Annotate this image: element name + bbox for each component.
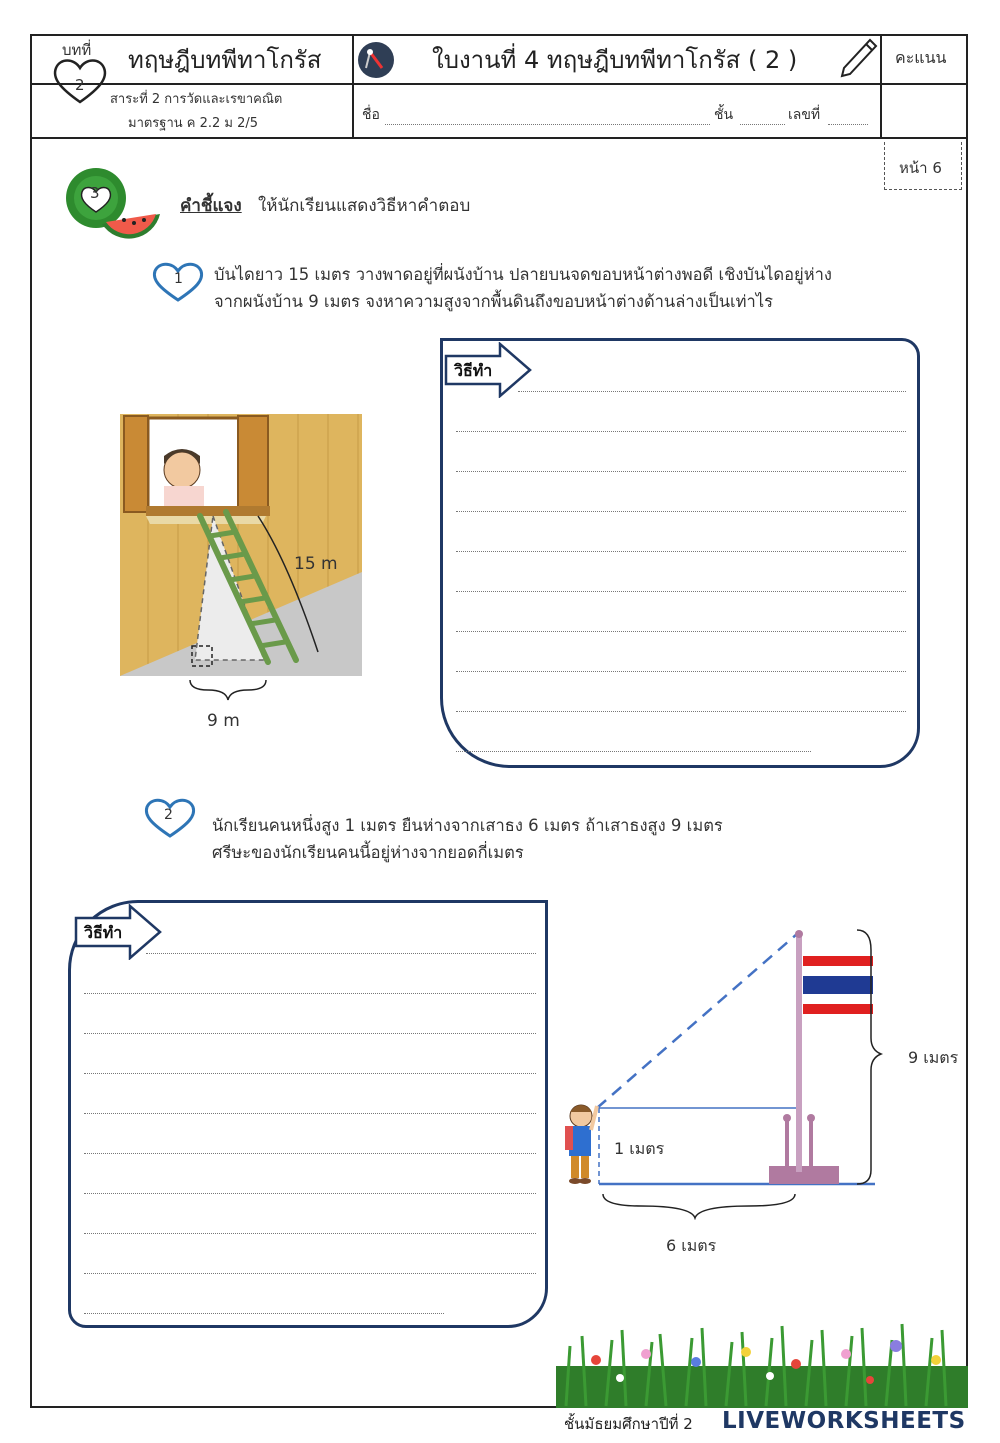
base-distance-label: 9 m	[207, 711, 240, 731]
question-1-answer-line-9[interactable]	[456, 689, 906, 712]
name-field[interactable]	[385, 102, 710, 125]
question-2-answer-line-3[interactable]	[84, 1011, 536, 1034]
liveworksheets-brand: LIVEWORKSHEETS	[722, 1408, 966, 1434]
ladder-figure	[118, 412, 368, 742]
standard-text: มาตรฐาน ค 2.2 ม 2/5	[128, 116, 259, 131]
flagpole-figure	[545, 920, 885, 1220]
section-number: 3	[90, 184, 100, 202]
footer-text: ชั้นมัธยมศึกษาปีที่ 2	[564, 1415, 693, 1433]
question-2-answer-line-8[interactable]	[84, 1211, 536, 1234]
question-1-answer-line-7[interactable]	[456, 609, 906, 632]
strand-text: สาระที่ 2 การวัดและเรขาคณิต	[110, 92, 283, 107]
question-2-line2: ศรีษะของนักเรียนคนนี้อยู่ห่างจากยอดกี่เมตร	[212, 843, 524, 862]
question-1-answer-line-8[interactable]	[456, 649, 906, 672]
number-label: เลขที่	[788, 107, 821, 123]
question-2-answer-line-4[interactable]	[84, 1051, 536, 1074]
score-field[interactable]	[890, 98, 960, 120]
question-2-answer-line-10[interactable]	[84, 1291, 444, 1314]
pencil-icon	[838, 36, 880, 80]
lesson-label: บทที่	[62, 41, 92, 59]
worksheet-title: ใบงานที่ 4 ทฤษฎีบทพีทาโกรัส ( 2 )	[432, 46, 798, 74]
question-1-method-label: วิธีทำ	[454, 361, 493, 380]
question-1-answer-line-3[interactable]	[456, 449, 906, 472]
question-1-answer-line-10[interactable]	[456, 729, 811, 752]
compass-icon	[356, 40, 396, 80]
question-2-number: 2	[164, 807, 173, 823]
ladder-length-label: 15 m	[294, 554, 338, 574]
question-1-answer-line-2[interactable]	[456, 409, 906, 432]
header-col-divider-1	[352, 34, 354, 137]
question-2-line1: นักเรียนคนหนึ่งสูง 1 เมตร ยืนห่างจากเสาธง 6 เมตร ถ้าเสาธงสูง 9 เมตร	[212, 816, 723, 835]
student-figure	[565, 1105, 597, 1184]
question-1-line2: จากผนังบ้าน 9 เมตร จงหาความสูงจากพื้นดินถึงขอบหน้าต่างด้านล่างเป็นเท่าไร	[214, 292, 773, 311]
class-label: ชั้น	[714, 107, 734, 123]
question-1-line1: บันไดยาว 15 เมตร วางพาดอยู่ที่ผนังบ้าน ปลายบนจดขอบหน้าต่างพอดี เชิงบันไดอยู่ห่าง	[214, 265, 832, 284]
question-2-answer-line-7[interactable]	[84, 1171, 536, 1194]
instruction-text: ให้นักเรียนแสดงวิธีหาคำตอบ	[258, 196, 471, 216]
question-2-answer-line-5[interactable]	[84, 1091, 536, 1114]
question-1-answer-line-6[interactable]	[456, 569, 906, 592]
watermelon-icon	[62, 164, 162, 240]
score-label: คะแนน	[895, 48, 947, 67]
instruction-label: คำชี้แจง	[180, 196, 242, 216]
flagpole-height-label: 9 เมตร	[908, 1048, 959, 1067]
name-label: ชื่อ	[362, 107, 380, 123]
question-1-answer-line-4[interactable]	[456, 489, 906, 512]
distance-label: 6 เมตร	[666, 1236, 717, 1255]
header-divider	[30, 83, 968, 85]
student-height-label: 1 เมตร	[614, 1139, 665, 1158]
page-label-box	[884, 142, 962, 190]
question-1-answer-line-1[interactable]	[518, 369, 906, 392]
grass-decoration	[556, 1316, 968, 1408]
header-col-divider-2	[880, 34, 882, 137]
question-2-method-label: วิธีทำ	[84, 923, 123, 942]
lesson-title: ทฤษฎีบทพีทาโกรัส	[128, 46, 322, 74]
question-1-number: 1	[174, 271, 183, 287]
thai-flag	[803, 956, 873, 1014]
header-bottom-line	[30, 137, 968, 139]
page-label: หน้า 6	[899, 159, 942, 177]
number-field[interactable]	[828, 102, 868, 125]
question-1-answer-line-5[interactable]	[456, 529, 906, 552]
question-2-answer-line-2[interactable]	[84, 971, 536, 994]
question-2-answer-line-9[interactable]	[84, 1251, 536, 1274]
question-2-answer-line-1[interactable]	[146, 931, 536, 954]
question-2-answer-line-6[interactable]	[84, 1131, 536, 1154]
lesson-badge	[50, 38, 110, 108]
class-field[interactable]	[740, 102, 785, 125]
lesson-number: 2	[75, 76, 85, 94]
